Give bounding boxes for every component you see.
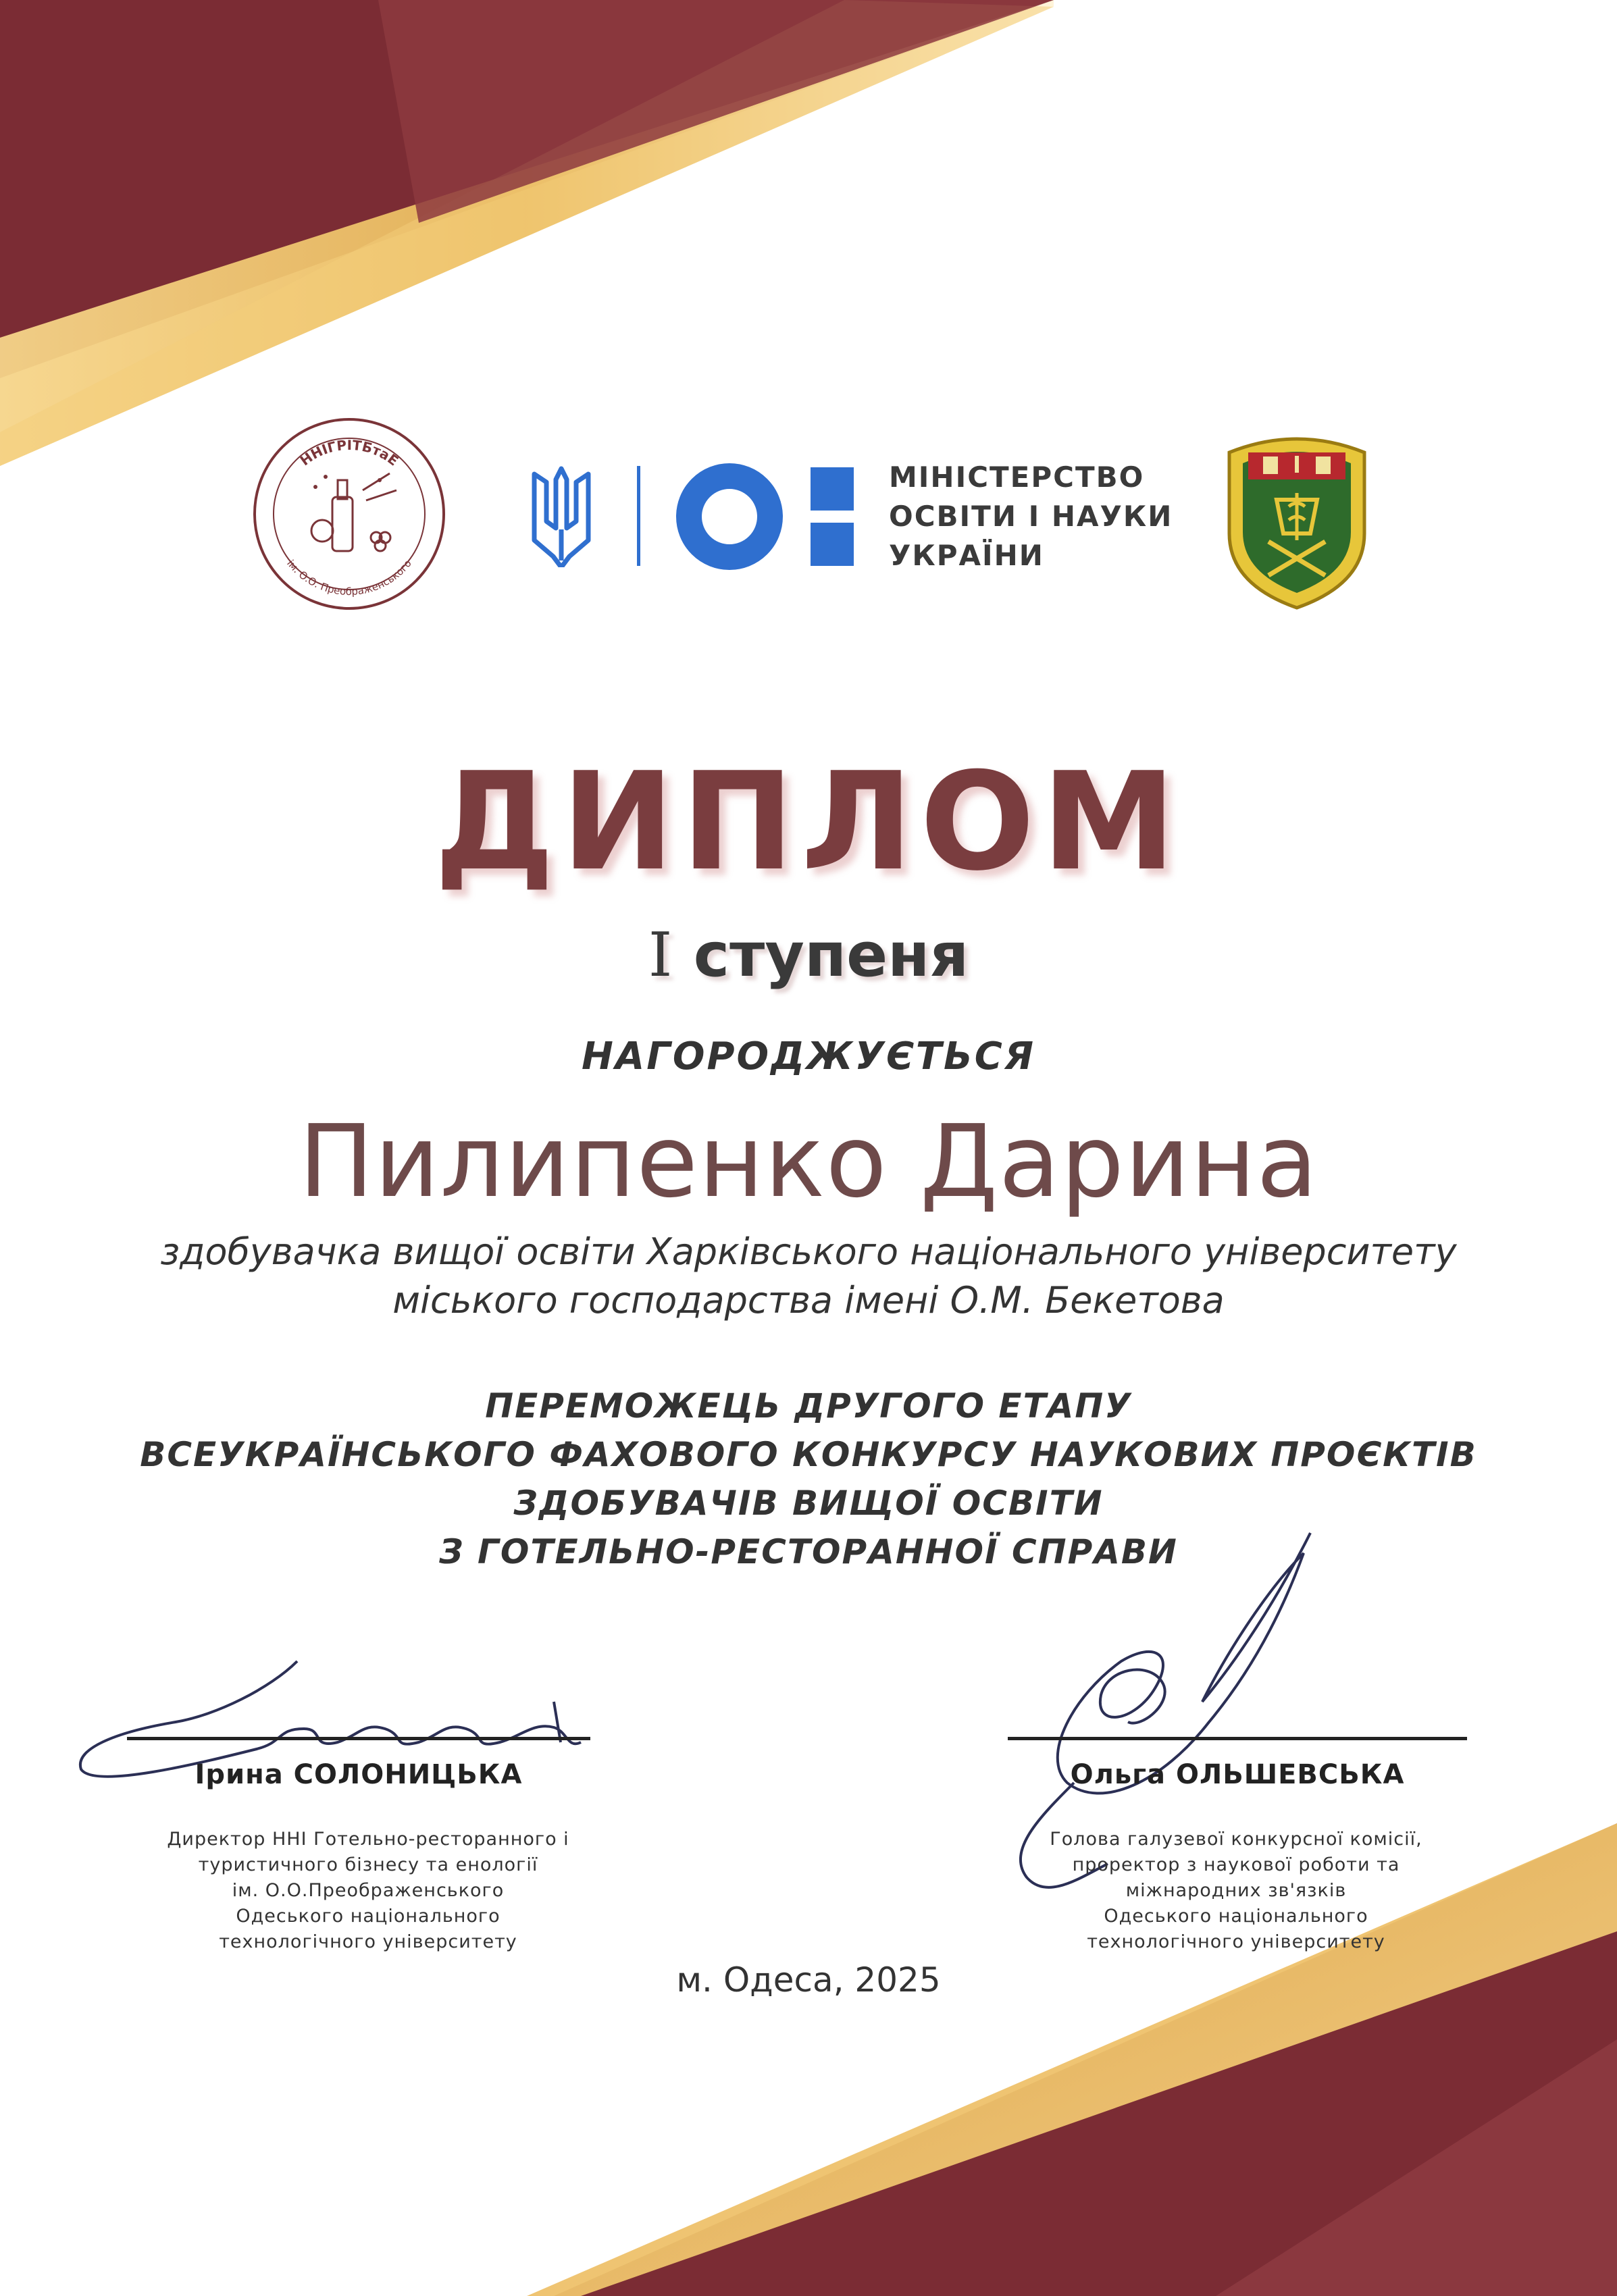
signer-right-position [1000, 1827, 1472, 1955]
diploma-degree [0, 918, 1617, 993]
diploma-title: ДИПЛОМ [434, 743, 1183, 901]
signature-line-left [127, 1737, 590, 1740]
svg-text:ННІГРІТБтаЕ [297, 437, 402, 469]
achievement-line: ПЕРЕМОЖЕЦЬ ДРУГОГО ЕТАПУ [485, 1386, 1132, 1426]
svg-text:ім. О.О. Преображенського [284, 557, 414, 598]
position-line: міжнародних зв'язків [1125, 1880, 1347, 1901]
position-line: Одеського національного [1104, 1906, 1368, 1927]
achievement-line: З ГОТЕЛЬНО-РЕСТОРАННОЇ СПРАВИ [439, 1532, 1178, 1571]
achievement-line: ЗДОБУВАЧІВ ВИЩОЇ ОСВІТИ [513, 1484, 1104, 1523]
description-line: міського господарства імені О.М. Бекетова [392, 1279, 1225, 1322]
ministry-line-2: ОСВІТИ І НАУКИ [889, 500, 1173, 533]
signer-left-position [135, 1827, 601, 1955]
position-line: ім. О.О.Преображенського [232, 1880, 505, 1901]
signer-left-name: Ірина СОЛОНИЦЬКА [195, 1759, 523, 1790]
position-line: технологічного університету [1087, 1931, 1385, 1952]
recipient-name: Пилипенко Дарина [299, 1103, 1318, 1220]
position-line: Директор ННІ Готельно-ресторанного і [167, 1829, 569, 1850]
description-line: здобувачка вищої освіти Харківського національного університету [160, 1230, 1457, 1273]
institute-seal-icon [251, 416, 447, 612]
position-line: туристичного бізнесу та енології [198, 1854, 538, 1875]
ministry-name [889, 458, 1200, 575]
achievement-text [0, 1382, 1617, 1576]
awarded-label: НАГОРОДЖУЄТЬСЯ [582, 1035, 1035, 1078]
signer-right-name: Ольга ОЛЬШЕВСЬКА [1070, 1759, 1405, 1790]
place-and-date: м. Одеса, 2025 [676, 1960, 941, 2000]
position-line: технологічного університету [219, 1931, 517, 1952]
seal-bottom-text: ім. О.О. Преображенського [284, 557, 414, 598]
position-line: Голова галузевої конкурсної комісії, [1050, 1829, 1422, 1850]
degree-word: ступеня [693, 920, 969, 991]
signature-line-right [1008, 1737, 1467, 1740]
position-line: Одеського національного [236, 1906, 500, 1927]
ministry-logo-icon [675, 459, 865, 574]
recipient-description [0, 1228, 1617, 1325]
university-emblem-icon [1216, 425, 1378, 612]
ministry-line-3: УКРАЇНИ [889, 539, 1044, 572]
achievement-line: ВСЕУКРАЇНСЬКОГО ФАХОВОГО КОНКУРСУ НАУКОВИХ ПРОЄКТІВ [140, 1435, 1477, 1474]
header-divider [637, 466, 640, 566]
position-line: проректор з наукової роботи та [1072, 1854, 1400, 1875]
ministry-line-1: МІНІСТЕРСТВО [889, 461, 1145, 494]
degree-roman-numeral: I [648, 920, 673, 991]
trident-icon [525, 465, 597, 567]
seal-top-text: ННІГРІТБтаЕ [297, 436, 402, 469]
